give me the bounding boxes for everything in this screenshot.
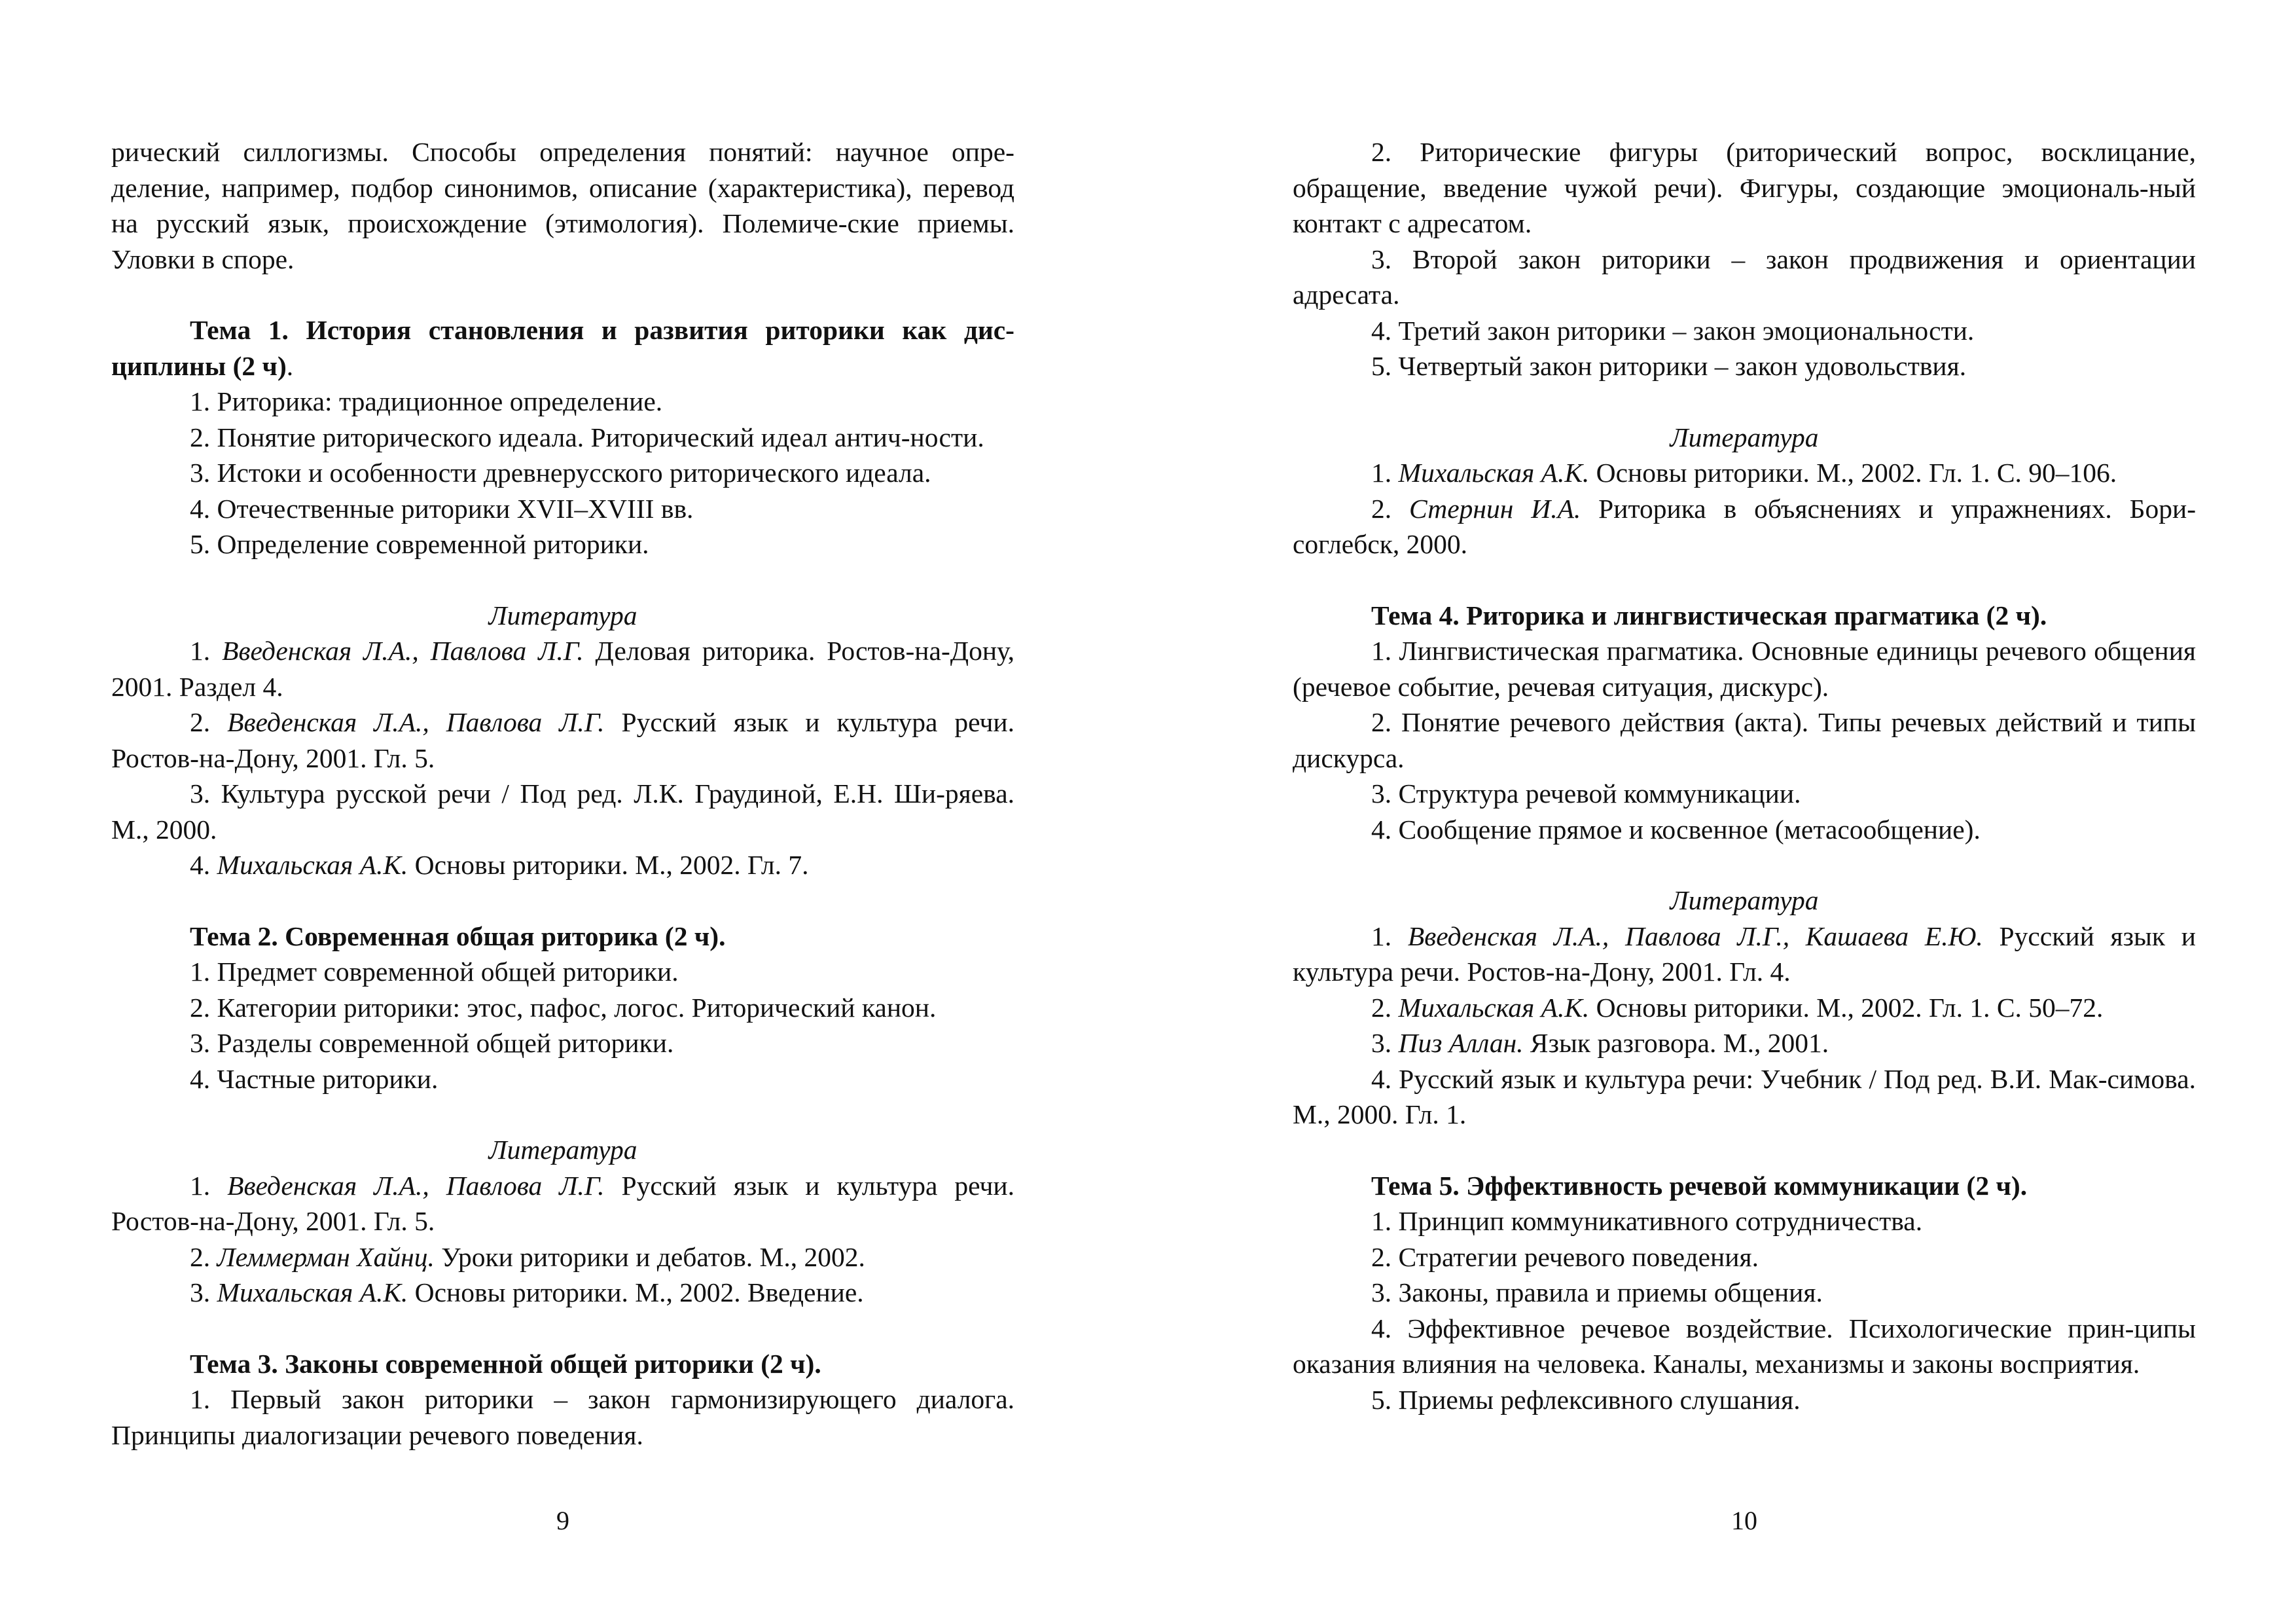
page-number: 10 <box>1731 1506 1757 1535</box>
topic-5-heading: Тема 5. Эффективность речевой коммуникации (2 ч). <box>1371 1170 2028 1201</box>
topic-1-heading <box>111 312 1014 384</box>
literature-author: Пиз Аллан. <box>1398 1028 1524 1058</box>
literature-item: 2. Введенская Л.А., Павлова Л.Г. Русский язык и культура речи. Ростов-на-Дону, 2001. Гл. 5. <box>111 707 1014 773</box>
literature-item: 2. Стернин И.А. Риторика в объяснениях и упражнениях. Бори-соглебск, 2000. <box>1293 493 2197 559</box>
literature-author: Стернин И.А. <box>1409 493 1581 524</box>
topic-4-heading: Тема 4. Риторика и лингвистическая прагматика (2 ч). <box>1371 600 2047 630</box>
list-item: 3. Структура речевой коммуникации. <box>1371 778 1801 809</box>
topic-1-title-end: . <box>286 350 294 381</box>
right-page <box>1293 0 2196 1623</box>
list-item: 3. Истоки и особенности древнерусского риторического идеала. <box>190 458 931 488</box>
literature-heading: Литература <box>1670 885 1819 915</box>
literature-author: Введенская Л.А., Павлова Л.Г. <box>227 1170 605 1201</box>
literature-item: 1. Введенская Л.А., Павлова Л.Г. Русский язык и культура речи. Ростов-на-Дону, 2001. Гл. 5. <box>111 1170 1014 1236</box>
topic-3-heading: Тема 3. Законы современной общей риторики (2 ч). <box>190 1348 821 1379</box>
list-item: 3. Законы, правила и приемы общения. <box>1371 1277 1823 1307</box>
list-item: 2. Риторические фигуры (риторический вопрос, восклицание, обращение, введение чужой речи). Фигуры, создающие эмоциональ-ный контакт с адресатом. <box>1293 137 2196 238</box>
literature-author: Михальская А.К. <box>1398 458 1590 488</box>
list-item: 4. Отечественные риторики XVII–XVIII вв. <box>190 493 694 524</box>
literature-item: 4. Русский язык и культура речи: Учебник / Под ред. В.И. Мак-симова. М., 2000. Гл. 1. <box>1293 1063 2196 1129</box>
literature-item: 2. Леммерман Хайнц. Уроки риторики и дебатов. М., 2002. <box>190 1241 865 1272</box>
right-page-content <box>1293 134 2196 1417</box>
literature-author: Введенская Л.А., Павлова Л.Г. <box>222 636 584 666</box>
list-item: 4. Эффективное речевое воздействие. Психологические прин-ципы оказания влияния на человека. Каналы, механизмы и законы восприятия. <box>1293 1313 2196 1379</box>
intro-paragraph: рический силлогизмы. Способы определения понятий: научное опре-деление, например, подбор синонимов, описание (характеристика), перевод на русский язык, происхождение (этимология). Полемиче-ские приемы. Уловки в споре. <box>111 137 1014 274</box>
literature-item: 1. Введенская Л.А., Павлова Л.Г. Деловая риторика. Ростов-на-Дону, 2001. Раздел 4. <box>111 636 1014 702</box>
literature-item: 1. Введенская Л.А., Павлова Л.Г., Кашаева Е.Ю. Русский язык и культура речи. Ростов-на-Дону, 2001. Гл. 4. <box>1293 921 2196 987</box>
literature-item: 2. Михальская А.К. Основы риторики. М., 2002. Гл. 1. С. 50–72. <box>1371 992 2104 1023</box>
page-number: 9 <box>556 1506 569 1535</box>
list-item: 3. Разделы современной общей риторики. <box>190 1028 674 1058</box>
list-item: 1. Лингвистическая прагматика. Основные единицы речевого общения (речевое событие, речевая ситуация, дискурс). <box>1293 636 2196 702</box>
literature-item: 1. Михальская А.К. Основы риторики. М., 2002. Гл. 1. С. 90–106. <box>1371 458 2117 488</box>
list-item: 4. Частные риторики. <box>190 1063 439 1094</box>
list-item: 1. Принцип коммуникативного сотрудничества. <box>1371 1206 1923 1236</box>
list-item: 1. Риторика: традиционное определение. <box>190 386 663 416</box>
list-item: 3. Второй закон риторики – закон продвижения и ориентации адресата. <box>1293 244 2196 310</box>
literature-author: Михальская А.К. <box>1398 992 1590 1023</box>
literature-item: 4. Михальская А.К. Основы риторики. М., 2002. Гл. 7. <box>190 850 809 880</box>
list-item: 2. Стратегии речевого поведения. <box>1371 1241 1759 1272</box>
list-item: 2. Понятие риторического идеала. Риторический идеал антич-ности. <box>190 422 984 452</box>
literature-item: 3. Михальская А.К. Основы риторики. М., 2002. Введение. <box>190 1277 864 1307</box>
literature-heading: Литература <box>488 600 637 630</box>
literature-heading: Литература <box>1670 422 1819 452</box>
left-page-content <box>111 134 1014 1453</box>
list-item: 4. Третий закон риторики – закон эмоциональности. <box>1371 315 1975 346</box>
literature-item: 3. Пиз Аллан. Язык разговора. М., 2001. <box>1371 1028 1829 1058</box>
list-item: 1. Первый закон риторики – закон гармонизирующего диалога. Принципы диалогизации речевого поведения. <box>111 1384 1014 1450</box>
literature-author: Введенская Л.А., Павлова Л.Г., Кашаева Е.Ю. <box>1407 921 1983 951</box>
topic-1-title: Тема 1. История становления и развития риторики как дис-циплины (2 ч) <box>111 315 1014 381</box>
list-item: 1. Предмет современной общей риторики. <box>190 957 679 987</box>
list-item: 5. Приемы рефлексивного слушания. <box>1371 1384 1801 1415</box>
list-item: 5. Четвертый закон риторики – закон удовольствия. <box>1371 351 1967 381</box>
literature-author: Михальская А.К. <box>217 1277 408 1307</box>
list-item: 2. Понятие речевого действия (акта). Типы речевых действий и типы дискурса. <box>1293 707 2196 773</box>
topic-2-heading: Тема 2. Современная общая риторика (2 ч). <box>190 921 726 951</box>
literature-heading: Литература <box>488 1135 637 1165</box>
literature-author: Леммерман Хайнц. <box>217 1241 435 1272</box>
left-page <box>111 0 1014 1623</box>
list-item: 5. Определение современной риторики. <box>190 529 649 559</box>
literature-author: Введенская Л.А., Павлова Л.Г. <box>227 707 605 737</box>
literature-author: Михальская А.К. <box>217 850 408 880</box>
list-item: 2. Категории риторики: этос, пафос, логос. Риторический канон. <box>190 992 937 1023</box>
literature-item: 3. Культура русской речи / Под ред. Л.К. Граудиной, Е.Н. Ши-ряева. М., 2000. <box>111 778 1014 845</box>
list-item: 4. Сообщение прямое и косвенное (метасообщение). <box>1371 814 1981 845</box>
